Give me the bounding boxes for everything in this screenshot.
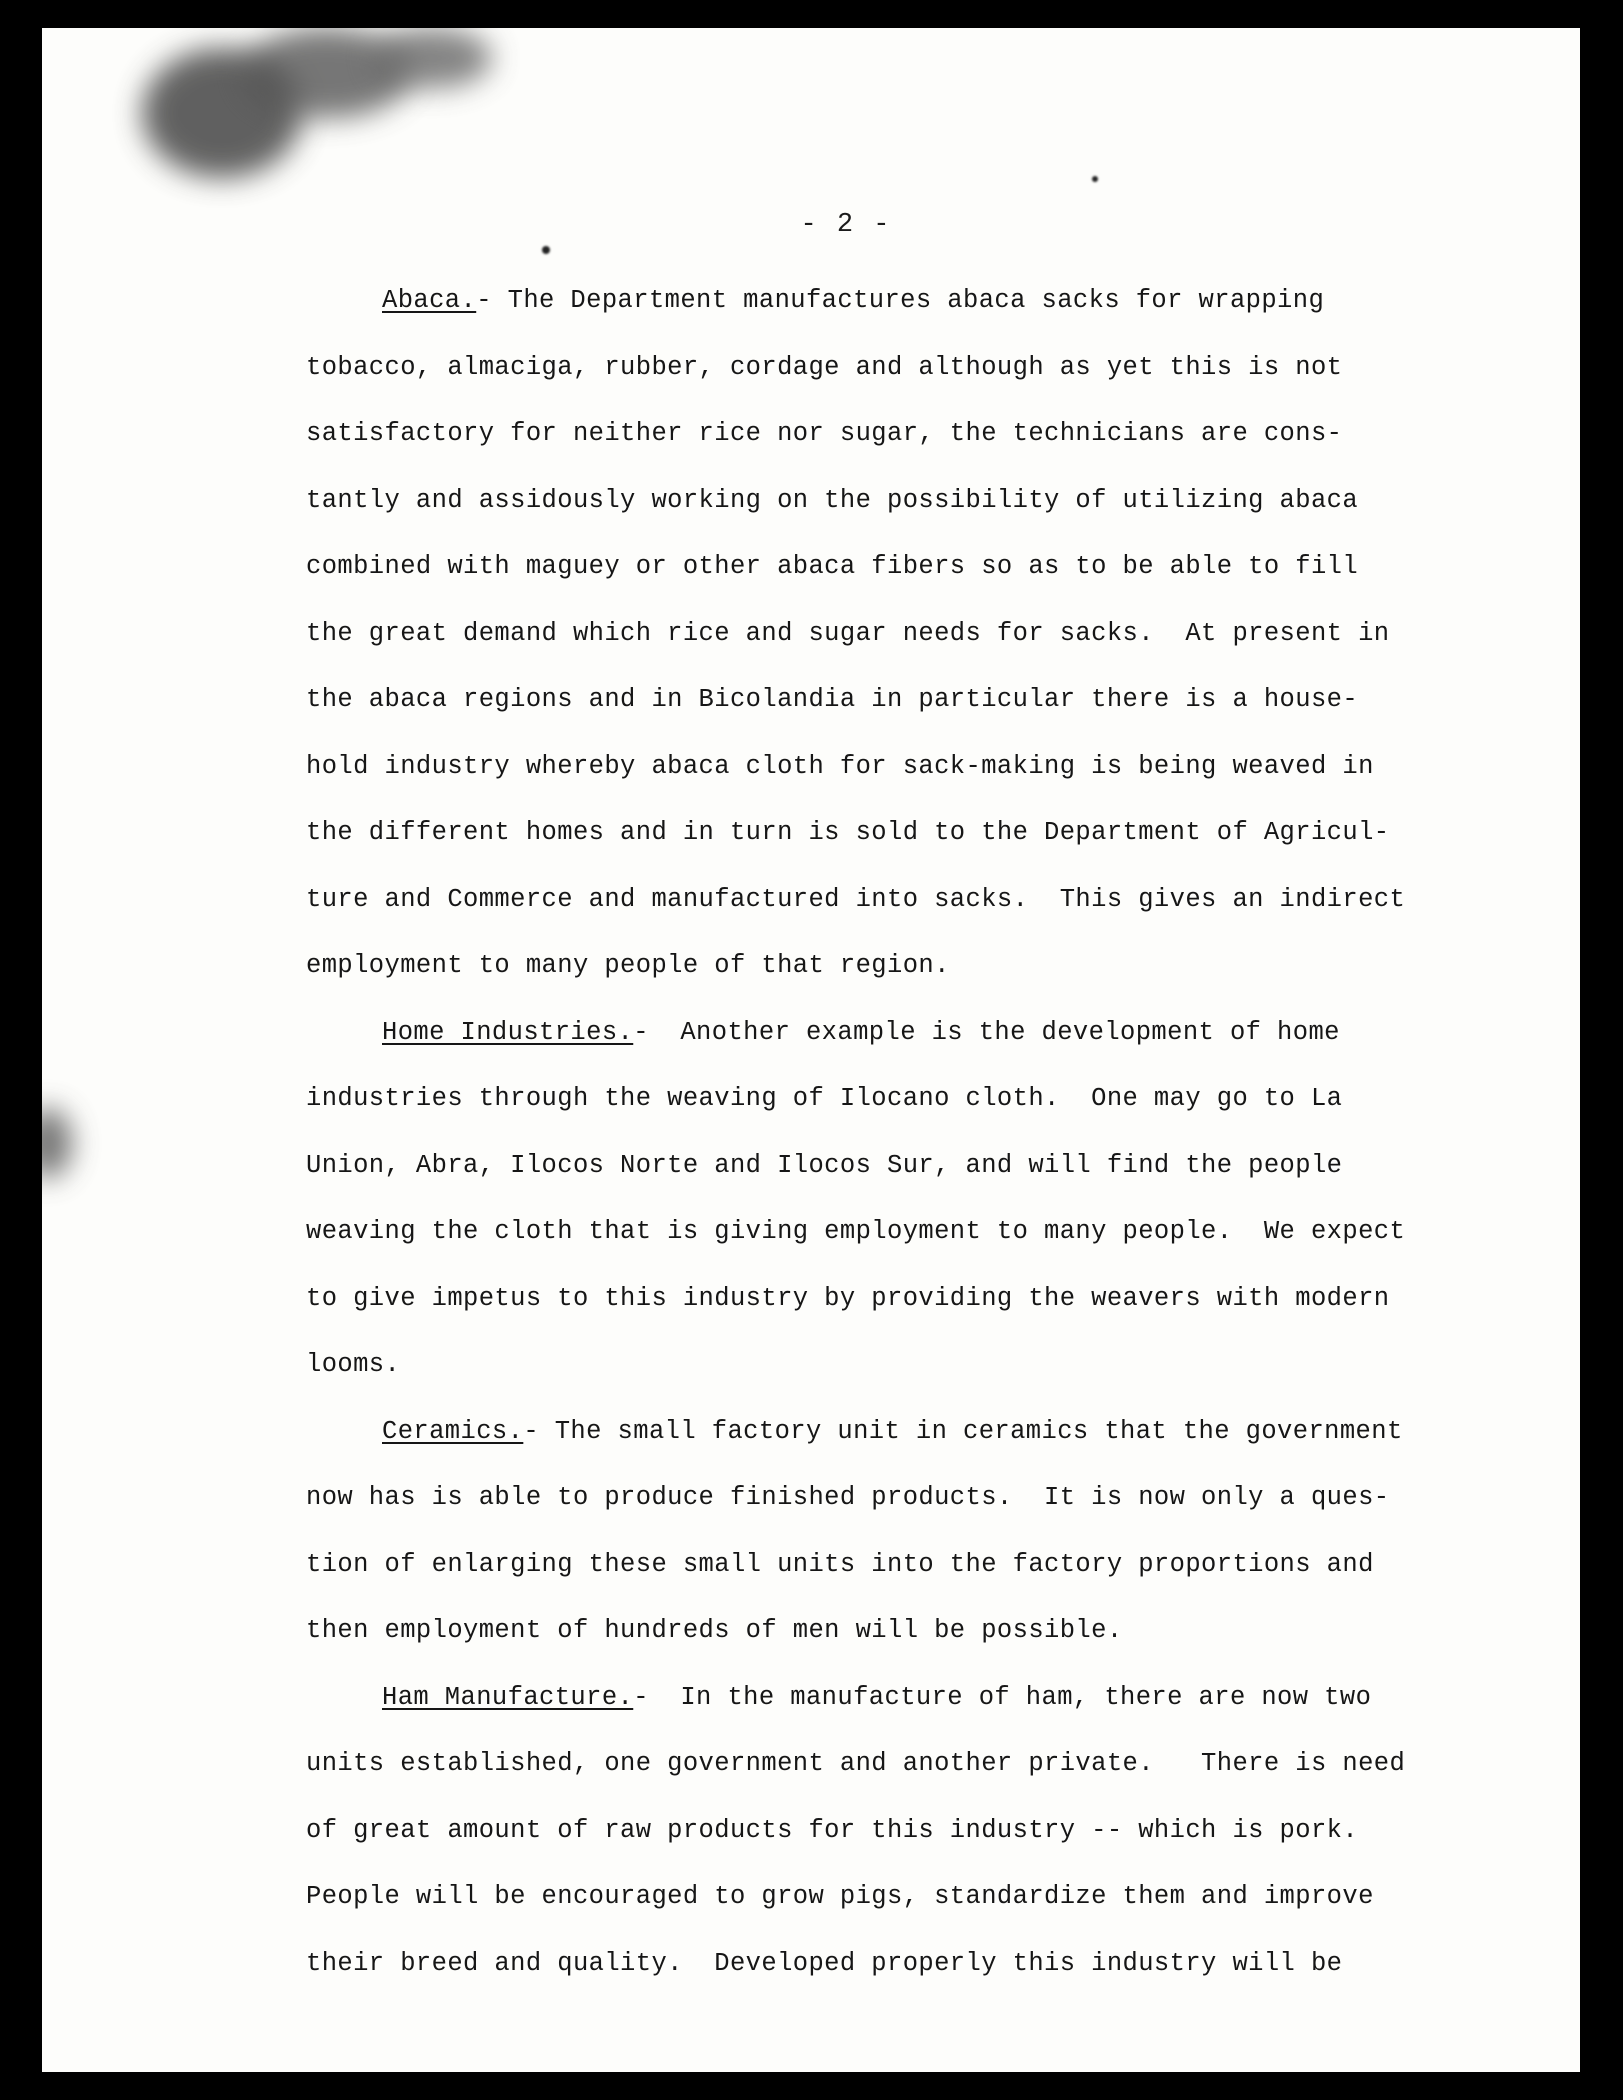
text-line: tantly and assidously working on the possibility of utilizing abaca [306,485,1359,515]
text-line: then employment of hundreds of men will be possible. [306,1616,1123,1645]
text-line: the great demand which rice and sugar needs for sacks. At present in [306,618,1390,648]
text-line: combined with maguey or other abaca fibers so as to be able to fill [306,552,1359,581]
text-line: industries through the weaving of Ilocano cloth. One may go to La [306,1084,1343,1113]
text-line: - In the manufacture of ham, there are now two [633,1682,1372,1712]
text-line: of great amount of raw products for this industry -- which is pork. [306,1815,1359,1845]
text-line: Union, Abra, Ilocos Norte and Ilocos Sur, and will find the people [306,1150,1343,1180]
paragraph-ham-manufacture [306,1683,1536,2016]
text-line: - The Department manufactures abaca sacks for wrapping [476,286,1325,315]
text-line: satisfactory for neither rice nor sugar, the technicians are cons- [306,419,1343,448]
text-line: ture and Commerce and manufactured into sacks. This gives an indirect [306,884,1406,914]
paragraph-home-industries [306,1018,1536,1417]
text-line: tion of enlarging these small units into the factory proportions and [306,1549,1374,1579]
paragraph-first-line [306,286,1536,353]
section-heading-home-industries: Home Industries. [382,1017,634,1047]
section-heading-ceramics: Ceramics. [382,1416,524,1446]
text-line: employment to many people of that region. [306,951,950,980]
paragraph-first-line [306,1417,1536,1484]
text-line: - Another example is the development of home [633,1017,1340,1047]
text-line: tobacco, almaciga, rubber, cordage and although as yet this is not [306,352,1343,382]
page-number: - 2 - [800,210,892,240]
ink-speck [542,246,550,254]
text-line: to give impetus to this industry by providing the weavers with modern [306,1283,1390,1313]
text-line: weaving the cloth that is giving employment to many people. We expect [306,1217,1406,1246]
text-line: looms. [306,1350,401,1379]
section-heading-abaca: Abaca. [382,286,477,315]
paragraph-abaca [306,286,1536,1018]
document-page [42,28,1580,2072]
text-line: People will be encouraged to grow pigs, standardize them and improve [306,1882,1374,1911]
ink-smudge [372,28,492,88]
paragraph-first-line [306,1018,1536,1085]
ink-speck [1092,176,1098,182]
body-text [306,286,1536,2015]
section-heading-ham-manufacture: Ham Manufacture. [382,1682,634,1712]
text-line: the different homes and in turn is sold to the Department of Agricul- [306,818,1390,847]
text-line: their breed and quality. Developed properly this industry will be [306,1948,1343,1978]
text-line: hold industry whereby abaca cloth for sack-making is being weaved in [306,751,1374,781]
text-line: units established, one government and another private. There is need [306,1749,1406,1778]
text-line: - The small factory unit in ceramics that the government [523,1416,1403,1446]
text-line: now has is able to produce finished products. It is now only a ques- [306,1483,1390,1512]
text-line: the abaca regions and in Bicolandia in particular there is a house- [306,685,1359,714]
ink-smudge [42,1108,72,1178]
paragraph-ceramics [306,1417,1536,1683]
paragraph-first-line [306,1683,1536,1750]
